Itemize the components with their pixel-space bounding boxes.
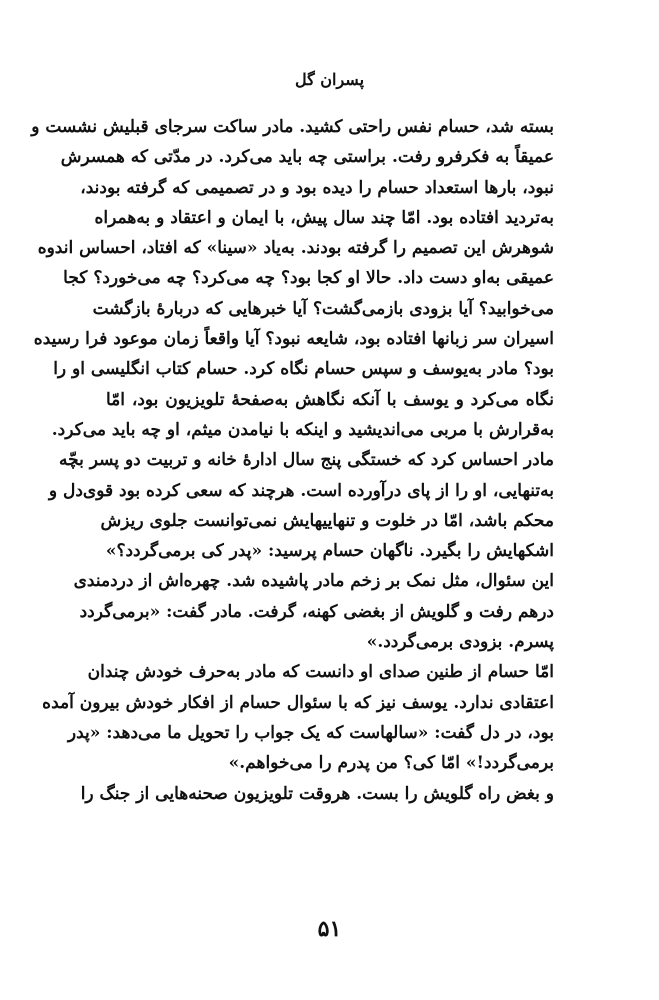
body-text — [31, 112, 554, 809]
text-line: درهم رفت و گلویش از بغضی کهنه، گرفت. مادر گفت: «برمی‌گردد — [79, 601, 554, 622]
text-line: و بغض راه گلویش را بست. هروقت تلویزیون صحنه‌هایی از جنگ را — [80, 783, 554, 804]
text-line: بود، در دل گفت: «سالهاست که یک جواب را تحویل ما می‌دهد: «پدر — [67, 722, 554, 743]
text-line: اعتقادی ندارد. یوسف نیز که با سئوال حسام از افکار خودش بیرون آمده — [42, 692, 554, 713]
text-line: نگاه می‌کرد و یوسف با آنکه نگاهش به‌صفحهٔ تلویزیون بود، امّا — [106, 389, 554, 410]
page-number: ۵۱ — [317, 916, 342, 942]
text-line: این سئوال، مثل نمک بر زخم مادر پاشیده شد. چهره‌اش از دردمندی — [73, 571, 554, 592]
text-line: شوهرش این تصمیم را گرفته بودند. به‌یاد «سینا» که افتاد، احساس اندوه — [37, 238, 554, 259]
text-line: مادر احساس کرد که خستگی پنج سال ادارهٔ خانه و تربیت دو پسر بچّه — [59, 450, 554, 471]
text-line: بسته شد، حسام نفس راحتی کشید. مادر ساکت سرجای قبلیش نشست و — [31, 117, 554, 137]
text-line: عمیقی به‌او دست داد. حالا او کجا بود؟ چه می‌کرد؟ چه می‌خورد؟ کجا — [63, 268, 554, 289]
text-line: بود؟ مادر به‌یوسف و سپس حسام نگاه کرد. حسام کتاب انگلیسی او را — [53, 359, 554, 380]
text-line: عمیقاً به فکرفرو رفت. براستی چه باید می‌کرد. در مدّتی که همسرش — [60, 147, 554, 168]
text-line: می‌خوابید؟ آیا بزودی بازمی‌گشت؟ آیا خبرهایی که دربارهٔ بازگشت — [92, 298, 554, 319]
running-title: پسران گل — [294, 70, 365, 89]
text-line: به‌تردید افتاده بود. امّا چند سال پیش، با ایمان و اعتقاد و به‌همراه — [94, 207, 554, 228]
text-line: اسیران سر زبانها افتاده بود، شایعه نبود؟ آیا واقعاً زمان موعود فرا رسیده — [33, 329, 554, 350]
text-line: محکم باشد، امّا در خلوت و تنهاییهایش نمی‌توانست جلوی ریزش — [100, 510, 554, 531]
text-line: پسرم. بزودی برمی‌گردد.» — [366, 632, 554, 653]
text-line: به‌قرارش با مربی می‌اندیشید و اینکه با نیامدن میثم، او چه باید می‌کرد. — [51, 419, 554, 440]
text-line: اشکهایش را بگیرد. ناگهان حسام پرسید: «پدر کی برمی‌گردد؟» — [105, 541, 554, 562]
text-line: نبود، بارها استعداد حسام را دیده بود و در تصمیمی که گرفته بودند، — [80, 177, 554, 198]
text-line: برمی‌گردد!» امّا کی؟ من پدرم را می‌خواهم.» — [228, 753, 554, 774]
text-line: امّا حسام از طنین صدای او دانست که مادر به‌حرف خودش چندان — [87, 662, 554, 683]
text-line: به‌تنهایی، او را از پای درآورده است. هرچند که سعی کرده بود قوی‌دل و — [48, 480, 554, 501]
